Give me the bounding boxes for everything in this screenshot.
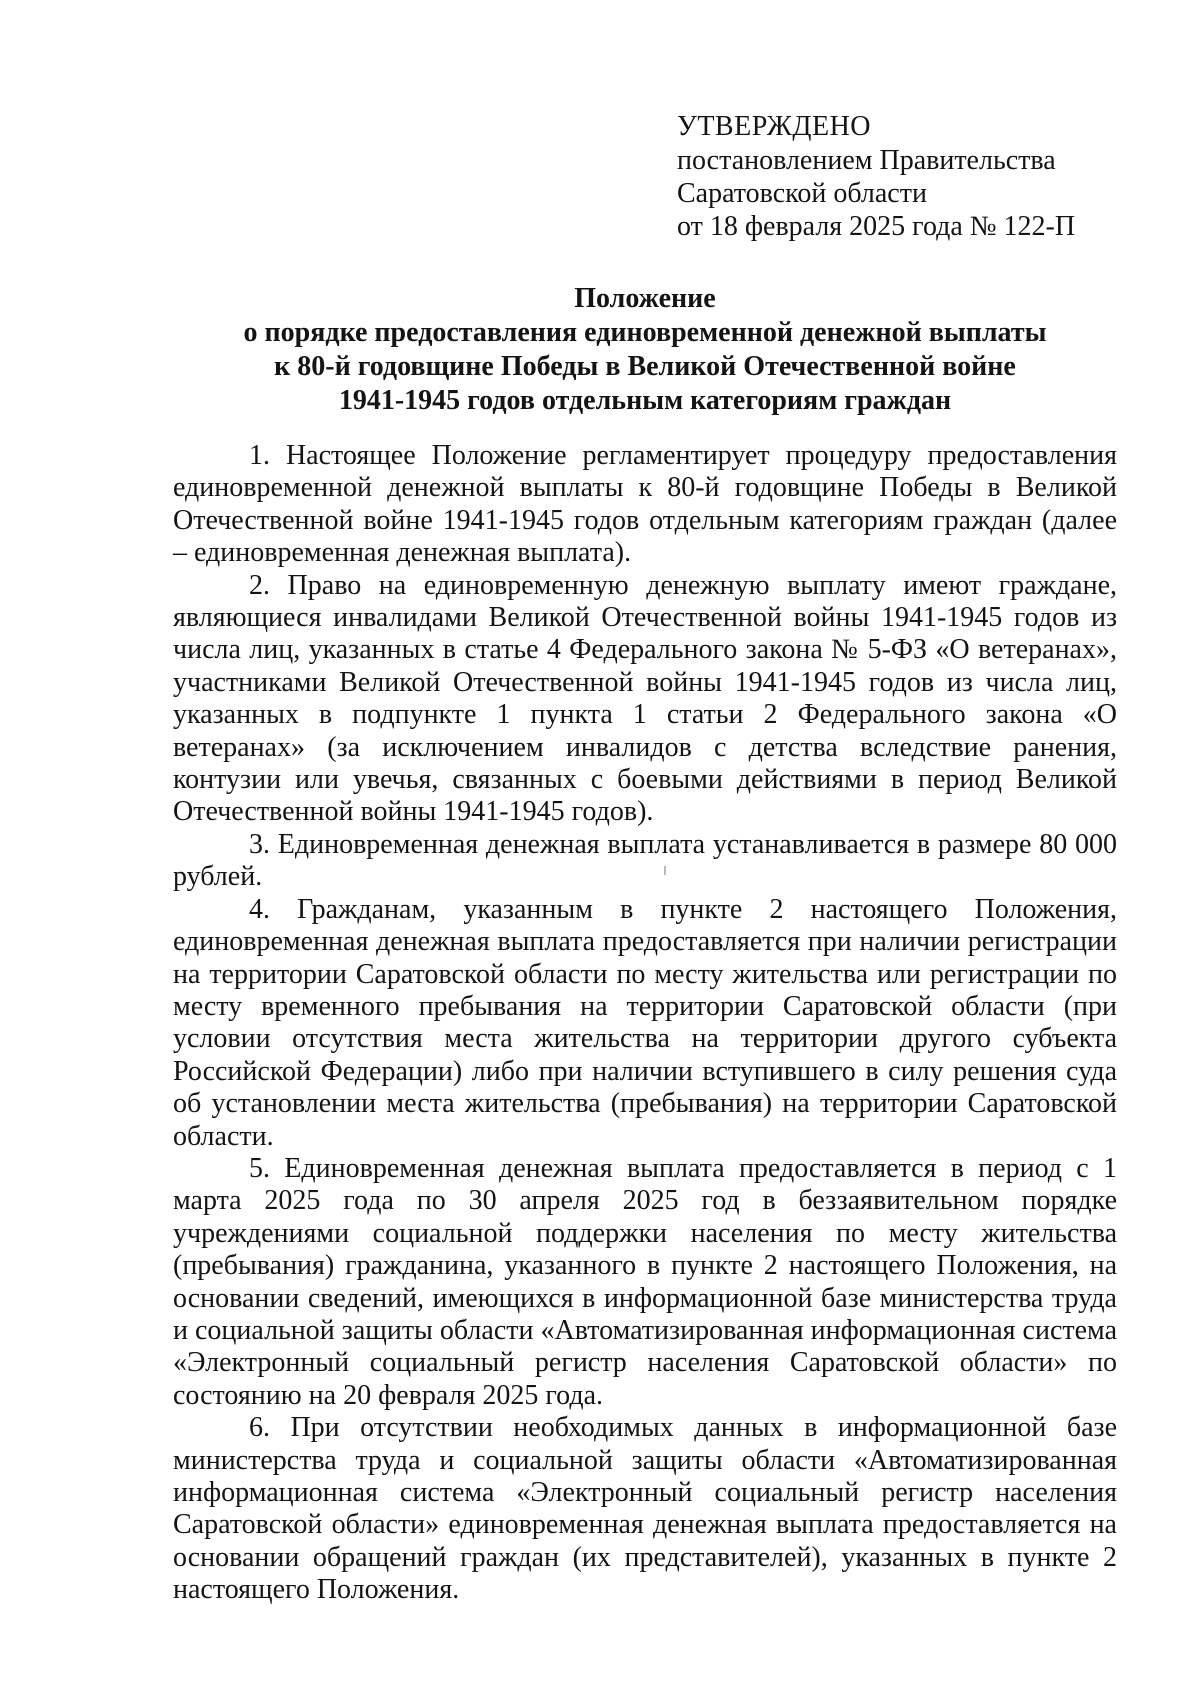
approval-line: постановлением Правительства	[677, 145, 1056, 176]
paragraph-6: 6. При отсутствии необходимых данных в информационной базе министерства труда и социальной защиты области «Автоматизированная информационная система «Электронный социальный регистр населения Саратовской области» единовременная денежная выплата предоставляется на основании обращений граждан (их представителей), указанных в пункте 2 настоящего Положения.	[173, 1412, 1117, 1606]
document-heading	[173, 282, 1117, 418]
paragraph-5: 5. Единовременная денежная выплата предоставляется в период с 1 марта 2025 года по 30 апреля 2025 год в беззаявительном порядке учреждениями социальной поддержки населения по месту жительства (пребывания) гражданина, указанного в пункте 2 настоящего Положения, на основании сведений, имеющихся в информационной базе министерства труда и социальной защиты области «Автоматизированная информационная система «Электронный социальный регистр населения Саратовской области» по состоянию на 20 февраля 2025 года.	[173, 1152, 1117, 1411]
paragraph-2: 2. Право на единовременную денежную выплату имеют граждане, являющиеся инвалидами Великой Отечественной войны 1941-1945 годов из числа лиц, указанных в статье 4 Федерального закона № 5-ФЗ «О ветеранах», участниками Великой Отечественной войны 1941-1945 годов из числа лиц, указанных в подпункте 1 пункта 1 статьи 2 Федерального закона «О ветеранах» (за исключением инвалидов с детства вследствие ранения, контузии или увечья, связанных с боевыми действиями в период Великой Отечественной войны 1941-1945 годов).	[173, 569, 1117, 828]
document-subtitle-line: о порядке предоставления единовременной денежной выплаты	[243, 317, 1047, 348]
paragraph-3: 3. Единовременная денежная выплата устанавливается в размере 80 000 рублей.	[173, 828, 1117, 893]
document-subtitle-line: к 80-й годовщине Победы в Великой Отечественной войне	[274, 351, 1016, 382]
document-title: Положение	[574, 283, 716, 314]
approval-line: от 18 февраля 2025 года № 122-П	[677, 211, 1076, 242]
document-subtitle-line: 1941-1945 годов отдельным категориям граждан	[338, 385, 952, 416]
paragraph-4: 4. Гражданам, указанным в пункте 2 настоящего Положения, единовременная денежная выплата предоставляется при наличии регистрации на территории Саратовской области по месту жительства или регистрации по месту временного пребывания на территории Саратовской области (при условии отсутствия места жительства на территории другого субъекта Российской Федерации) либо при наличии вступившего в силу решения суда об установлении места жительства (пребывания) на территории Саратовской области.	[173, 893, 1117, 1152]
approval-stamp: УТВЕРЖДЕНО	[677, 111, 872, 142]
approval-block	[677, 110, 1157, 243]
scan-speck	[664, 866, 666, 875]
paragraph-1: 1. Настоящее Положение регламентирует процедуру предоставления единовременной денежной выплаты к 80-й годовщине Победы в Великой Отечественной войне 1941-1945 годов отдельным категориям граждан (далее – единовременная денежная выплата).	[173, 440, 1117, 569]
approval-line: Саратовской области	[677, 178, 927, 209]
document-body	[173, 440, 1117, 1607]
